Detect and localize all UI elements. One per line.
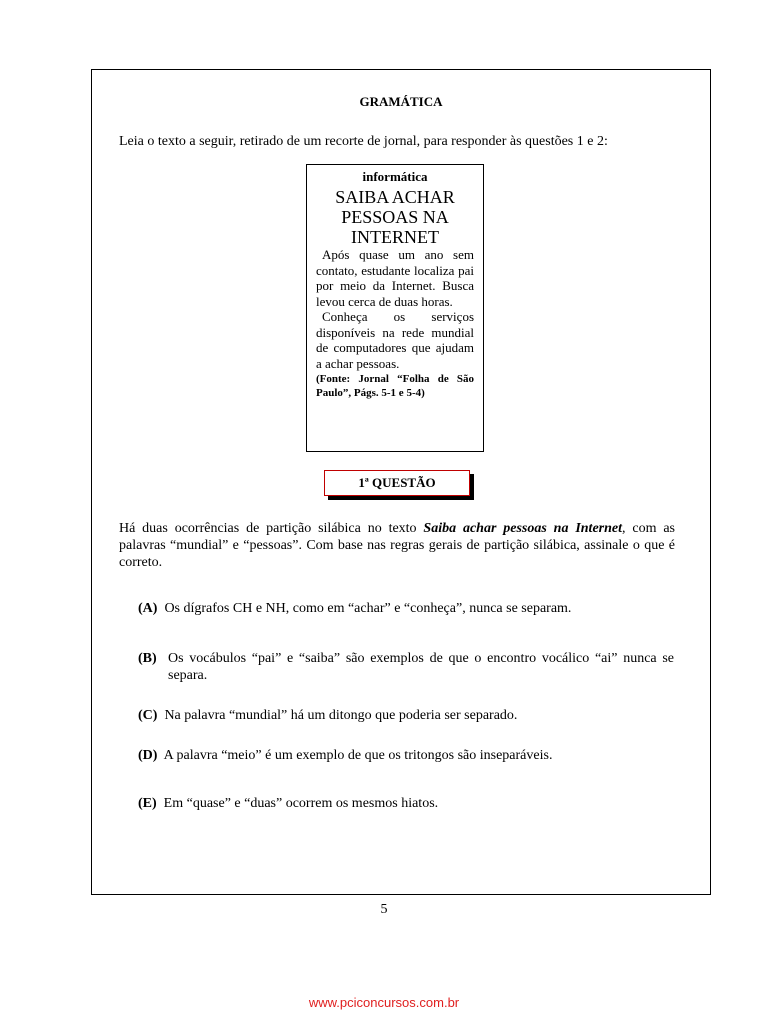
clipping-section: informática — [362, 169, 428, 184]
option-b-text: Os vocábulos “pai” e “saiba” são exemplos de que o encontro vocálico “ai” nunca se separa. — [168, 651, 674, 683]
option-b-letter: (B) — [138, 651, 157, 666]
option-c-letter: (C) — [138, 708, 158, 723]
option-d-letter: (D) — [138, 748, 158, 763]
page-number: 5 — [380, 902, 388, 917]
question-label-box — [324, 470, 470, 496]
option-d[interactable] — [138, 747, 674, 764]
section-heading: GRAMÁTICA — [359, 94, 443, 109]
question-statement — [119, 520, 675, 571]
statement-emphasis: Saiba achar pessoas na Internet — [423, 521, 622, 536]
question-label: 1ª QUESTÃO — [358, 475, 436, 490]
option-c-text: Na palavra “mundial” há um ditongo que poderia ser separado. — [164, 708, 518, 723]
intro-text: Leia o texto a seguir, retirado de um recorte de jornal, para responder às questões 1 e 2: — [119, 134, 608, 149]
option-a[interactable] — [138, 600, 674, 617]
exam-page-frame — [91, 69, 711, 895]
statement-after: , com as palavras “mundial” e “pessoas”. Com base nas regras gerais de partição silábica, assinale o que é correto. — [119, 521, 675, 570]
clipping-body — [316, 247, 474, 371]
option-d-text: A palavra “meio” é um exemplo de que os tritongos são inseparáveis. — [163, 748, 553, 763]
clipping-headline: SAIBA ACHAR PESSOAS NA INTERNET — [335, 187, 455, 247]
option-e[interactable] — [138, 795, 674, 812]
option-c[interactable] — [138, 707, 674, 724]
clipping-paragraph-2: Conheça os serviços disponíveis na rede mundial de computadores que ajudam a achar pessoas. — [316, 309, 474, 371]
statement-before: Há duas ocorrências de partição silábica no texto — [119, 521, 424, 536]
newspaper-clipping — [306, 164, 484, 452]
option-a-text: Os dígrafos CH e NH, como em “achar” e “conheça”, nunca se separam. — [164, 601, 572, 616]
option-e-letter: (E) — [138, 796, 157, 811]
clipping-paragraph-1: Após quase um ano sem contato, estudante localiza pai por meio da Internet. Busca levou cerca de duas horas. — [316, 247, 474, 309]
option-a-letter: (A) — [138, 601, 158, 616]
footer-url[interactable]: www.pciconcursos.com.br — [308, 995, 460, 1010]
clipping-source: (Fonte: Jornal “Folha de São Paulo”, Págs. 5-1 e 5-4) — [316, 373, 474, 399]
option-e-text: Em “quase” e “duas” ocorrem os mesmos hiatos. — [163, 796, 439, 811]
option-b[interactable] — [138, 650, 674, 684]
